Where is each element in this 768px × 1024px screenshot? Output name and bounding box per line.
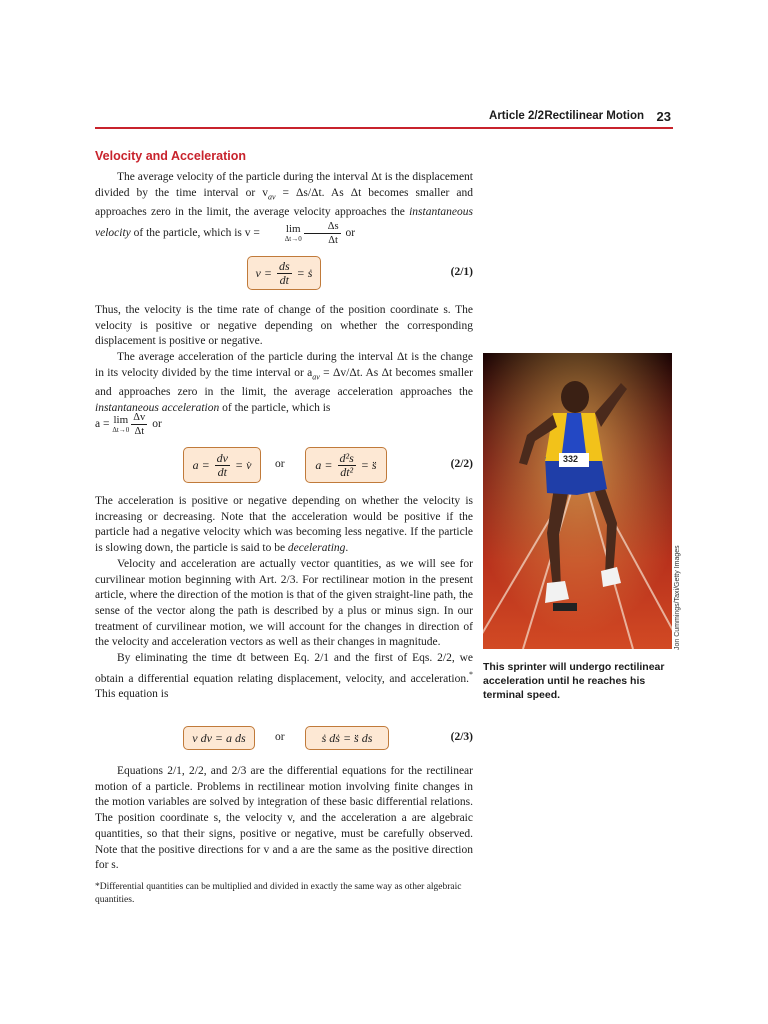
bib-number: 332 xyxy=(563,454,579,464)
limit-operator: lim Δt→0 xyxy=(284,222,302,243)
photo-credit: Jon Cummings/Taxi/Getty Images xyxy=(674,545,681,650)
paragraph-average-velocity: The average velocity of the particle during the interval Δt is the displacement divided by the time interval or $v_{av} = \Delta s/\Delta t$. As Δt becomes smaller and approaches zero in the limit, the average velocity approaches the instantaneous velocity of the particle, which is v = lim Δt→0 $\frac{\Delta s}{\Delta t}$ or xyxy=(95,171,473,247)
paragraph-differential-equations: Equations 2/1, 2/2, and 2/3 are the differential equations for the rectilinear motion of a particle. Problems in rectilinear motion involving finite changes in the motion variables are solved by integration of these basic differential relations. The position coordinate s, the velocity v, and the acceleration a are algebraic quantities, so that their signs, positive or negative, must be carefully observed. Note that the positive directions for v and a are the same as the positive direction for s. xyxy=(95,765,473,872)
equation-box-vdv: v dv = a ds xyxy=(183,726,255,750)
equation-or: or xyxy=(275,458,285,470)
photo-caption: This sprinter will undergo rectilinear acceleration until he reaches his terminal speed. xyxy=(483,661,665,701)
equation-box-sds: ṡ dṡ = s̈ ds xyxy=(305,726,389,750)
sprinter-illustration xyxy=(483,353,672,649)
header-title: Rectilinear Motion xyxy=(544,110,644,122)
equation-2-3 xyxy=(95,726,473,760)
paragraph-acceleration-sign: The acceleration is positive or negative depending on whether the velocity is increasing or decreasing. Note that the acceleration would be positive if the particle had a negative velocity which was becoming less negative. If the particle is slowing down, the particle is said to be decelerating. Velocity and acceleration are actually vector quantities, as we will see for curvilinear motion beginning with Art. 2/3. For rectilinear motion in the present article, where the direction of the motion is that of the given straight-line path, the sense of the vector along the path is described by a plus or minus sign. In our treatment of curvilinear motion, we will account for the changes in direction of the velocity and acceleration vectors as well as their changes in magnitude. By eliminating the time dt between Eq. 2/1 and the first of Eqs. 2/2, we obtain a differential equation relating displacement, velocity, and acceleration.* This equation is xyxy=(95,495,473,701)
sprinter-photo xyxy=(483,353,672,649)
limit-acceleration-expression: a = lim Δt→0 $\frac{\Delta v}{\Delta t}$ or xyxy=(95,412,162,437)
header-rule xyxy=(95,127,673,129)
equation-box-acceleration-dv: a = $\frac{dv}{dt}$ = v̇ xyxy=(183,447,261,483)
running-header xyxy=(95,110,673,126)
footnote: *Differential quantities can be multiplied and divided in exactly the same way as other algebraic quantities. xyxy=(95,882,462,905)
section-title: Velocity and Acceleration xyxy=(95,149,246,163)
equation-number: (2/1) xyxy=(450,266,473,278)
page-number: 23 xyxy=(656,109,671,124)
equation-number: (2/2) xyxy=(450,458,473,470)
equation-number: (2/3) xyxy=(450,731,473,743)
header-article-number: Article 2/2 xyxy=(489,110,544,122)
equation-or: or xyxy=(275,731,285,743)
equation-box-acceleration-d2s: a = $\frac{\text{d²s}}{\text{dt²}}$ = s̈ xyxy=(305,447,387,483)
equation-2-1 xyxy=(95,256,473,290)
equation-2-2 xyxy=(95,447,473,481)
equation-box-velocity: v = $\frac{ds}{dt}$ = ṡ xyxy=(247,256,321,290)
paragraph-velocity-rate: Thus, the velocity is the time rate of change of the position coordinate s. The velocity is positive or negative depending on whether the corresponding displacement is positive or negative. The average acceleration of the particle during the interval Δt is the change in its velocity divided by the time interval or $a_{av} = \Delta v/\Delta t$. As Δt becomes smaller and approaches zero in the limit, the average acceleration approaches the instantaneous acceleration of the particle, which is xyxy=(95,304,473,414)
fraction-ds-dt: $\frac{\Delta s}{\Delta t}$ xyxy=(304,220,341,247)
